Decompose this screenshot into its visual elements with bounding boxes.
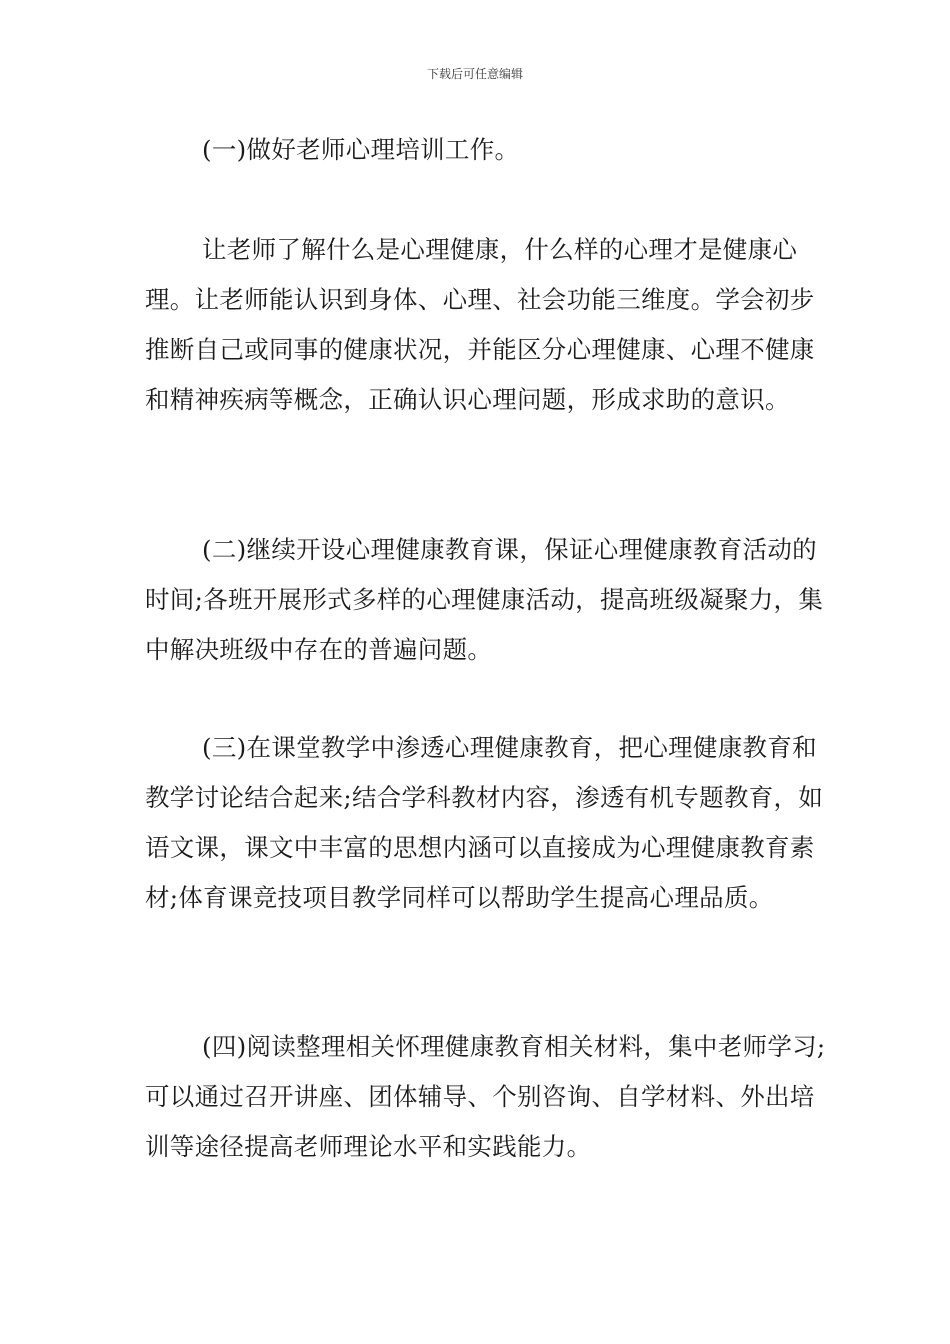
section-2-paragraph: (二)继续开设心理健康教育课，保证心理健康教育活动的时间;各班开展形式多样的心理健康活动，提高班级凝聚力，集中解决班级中存在的普遍问题。 bbox=[145, 535, 824, 664]
section-3-paragraph: (三)在课堂教学中渗透心理健康教育，把心理健康教育和教学讨论结合起来;结合学科教材内容，渗透有机专题教育，如语文课，课文中丰富的思想内涵可以直接成为心理健康教育素材;体育课竞技项目教学同样可以帮助学生提高心理品质。 bbox=[145, 733, 824, 912]
page-header: 下载后可任意编辑 bbox=[426, 67, 523, 81]
section-1-heading: (一)做好老师心理培训工作。 bbox=[202, 135, 520, 164]
section-1-body: 让老师了解什么是心理健康，什么样的心理才是健康心理。让老师能认识到身体、心理、社会功能三维度。学会初步推断自己或同事的健康状况，并能区分心理健康、心理不健康和精神疾病等概念，正确认识心理问题，形成求助的意识。 bbox=[145, 235, 815, 414]
section-4-paragraph: (四)阅读整理相关怀理健康教育相关材料，集中老师学习;可以通过召开讲座、团体辅导、个别咨询、自学材料、外出培训等途径提高老师理论水平和实践能力。 bbox=[145, 1032, 826, 1161]
